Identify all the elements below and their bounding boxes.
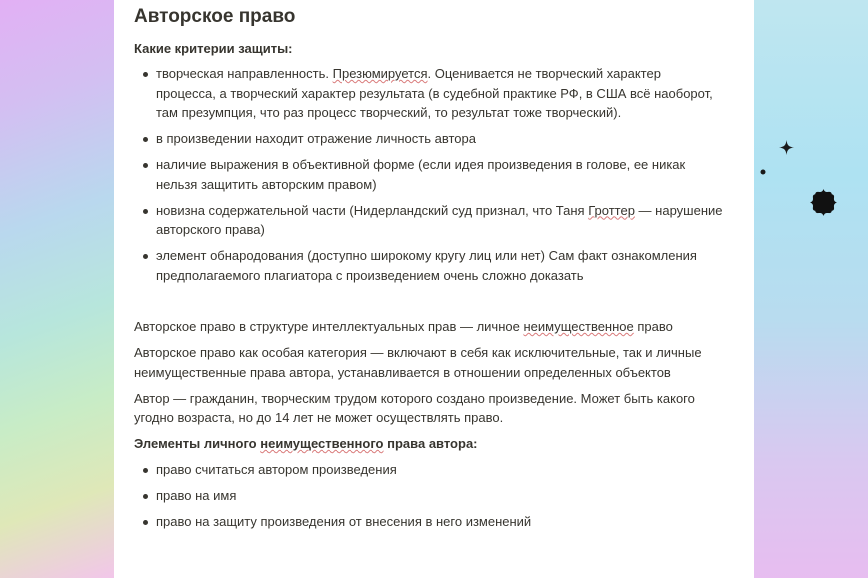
heading-underlined-text: неимущественного [260, 436, 384, 451]
document-content [134, 4, 724, 532]
paragraph-text: Авторское право в структуре интеллектуальных прав — личное [134, 319, 524, 334]
list-item-text: наличие выражения в объективной форме (если идея произведения в голове, ее никак нельзя защитить авторским правом) [156, 157, 686, 192]
list-item-text: в произведении находит отражение личность автора [156, 131, 476, 146]
paragraph-underlined-text: неимущественное [523, 319, 634, 334]
background-right [754, 0, 868, 578]
list-item [134, 129, 724, 149]
list-item [134, 246, 724, 285]
list-item [134, 155, 724, 194]
list-item-text: новизна содержательной части (Нидерландский суд признал, что Таня [156, 202, 589, 218]
list-item: право считаться автором произведения [134, 460, 724, 480]
heading-text: Элементы личного [134, 436, 261, 451]
list-item: право на защиту произведения от внесения в него изменений [134, 512, 724, 532]
criteria-list [134, 64, 724, 285]
paragraph-category: Авторское право как особая категория — включают в себя как исключительные, так и личные неимущественные права автора, устанавливается в отношении определенных объектов [134, 345, 702, 380]
sparkle-small-icon [779, 140, 794, 155]
criteria-heading: Какие критерии защиты: [134, 41, 293, 56]
page-title: Авторское право [134, 6, 296, 27]
list-item-underlined-text: Презюмируется [332, 66, 428, 81]
heading-text: права автора: [383, 436, 478, 451]
elements-list [134, 460, 724, 532]
sparkle-large-icon [810, 189, 837, 216]
elements-heading [134, 434, 724, 453]
dot-icon [760, 169, 766, 175]
document-page [114, 0, 754, 578]
list-item-text: — нарушение авторского права) [156, 202, 723, 237]
background-left [0, 0, 114, 578]
paragraph-structure [134, 317, 724, 337]
list-item-underlined-text: Гроттер [588, 202, 635, 218]
list-item-text: . Оценивается не творческий характер процесса, а творческий характер результата (в судебной практике РФ, в США всё наоборот, там презумпция, что раз процесс творческий, то результат тоже творческий). [156, 66, 713, 120]
list-item-text: элемент обнародования (доступно широкому кругу лиц или нет) Сам факт ознакомления предполагаемого плагиатора с произведением очень сложно доказать [156, 248, 697, 283]
list-item: право на имя [134, 486, 724, 506]
paragraph-text: право [633, 319, 673, 334]
list-item [134, 201, 724, 240]
list-item [134, 64, 724, 123]
list-item-text: творческая направленность. [156, 66, 333, 81]
paragraph-author: Автор — гражданин, творческим трудом которого создано произведение. Может быть какого угодно возраста, но до 14 лет не может осуществлять право. [134, 390, 695, 425]
